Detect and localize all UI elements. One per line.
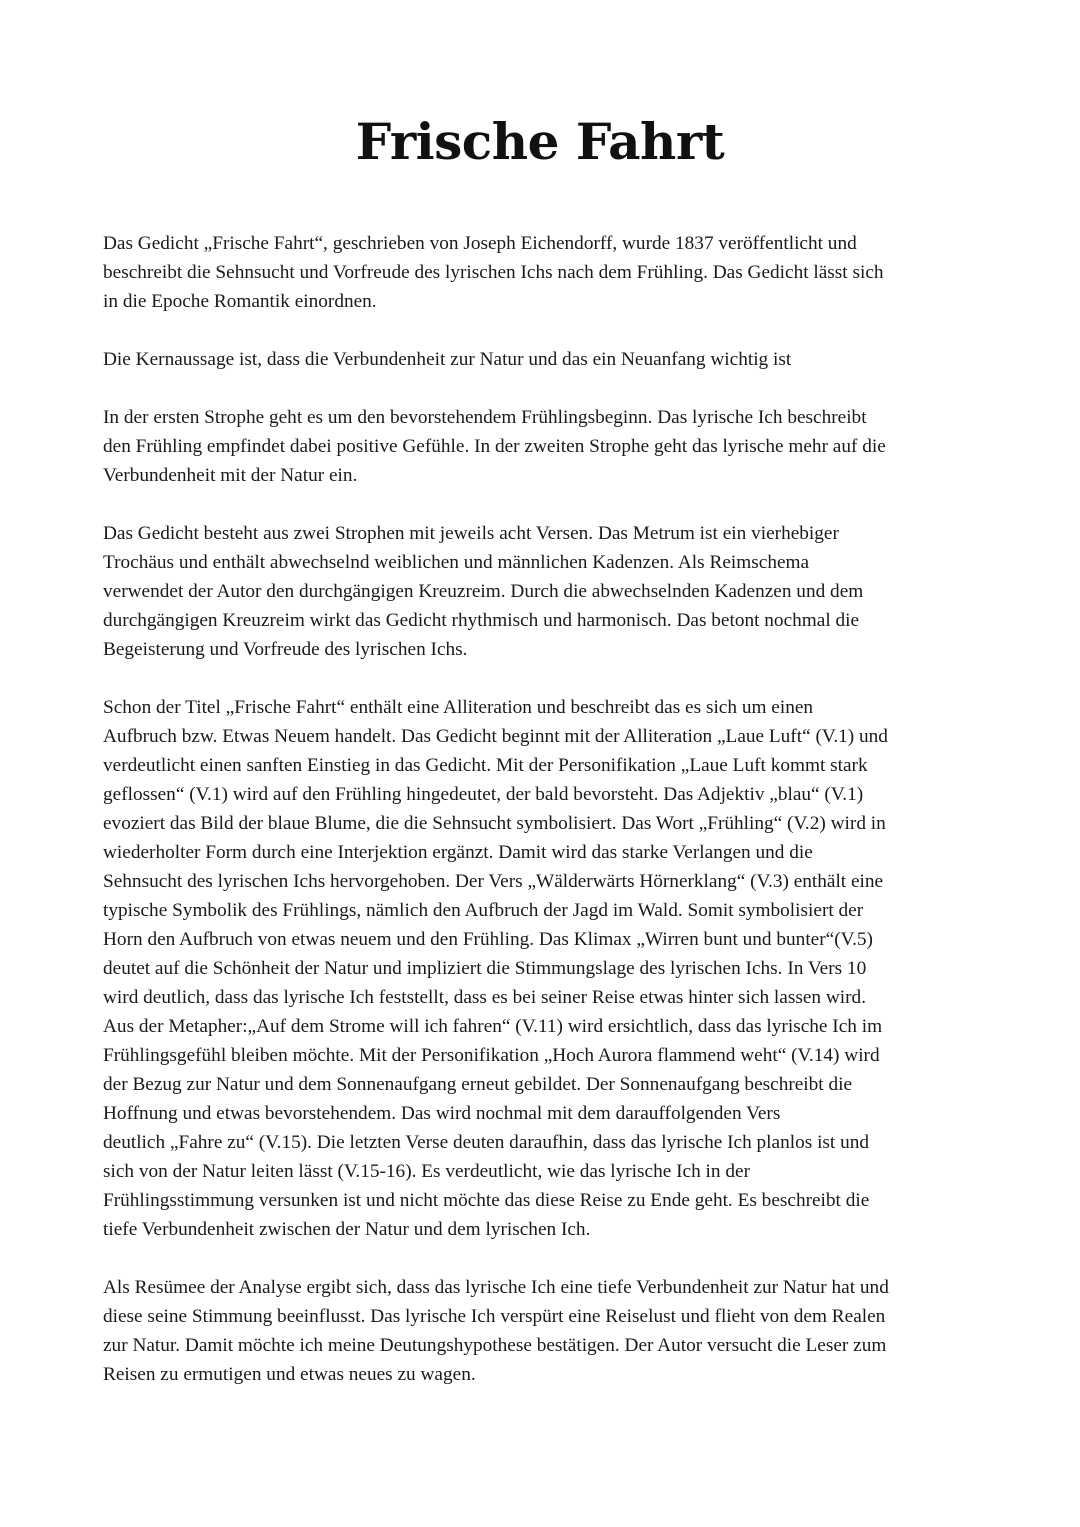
text-line: verwendet der Autor den durchgängigen Kreuzreim. Durch die abwechselnden Kadenzen und dem xyxy=(103,581,864,602)
text-line: sich von der Natur leiten lässt (V.15-16). Es verdeutlicht, wie das lyrische Ich in der xyxy=(103,1161,750,1182)
text-line: Frühlingsgefühl bleiben möchte. Mit der Personifikation „Hoch Aurora flammend weht“ (V.14) wird xyxy=(103,1045,880,1066)
text-line: Das Gedicht besteht aus zwei Strophen mit jeweils acht Versen. Das Metrum ist ein vierhebiger xyxy=(103,523,839,544)
text-line: Als Resümee der Analyse ergibt sich, dass das lyrische Ich eine tiefe Verbundenheit zur Natur hat und xyxy=(103,1277,889,1298)
text-line: Trochäus und enthält abwechselnd weiblichen und männlichen Kadenzen. Als Reimschema xyxy=(103,552,810,573)
text-line: verdeutlicht einen sanften Einstieg in das Gedicht. Mit der Personifikation „Laue Luft kommt stark xyxy=(103,755,868,776)
text-line: Begeisterung und Vorfreude des lyrischen Ichs. xyxy=(103,639,468,660)
language-analysis-paragraph xyxy=(103,693,1003,1244)
text-line: wird deutlich, dass das lyrische Ich feststellt, dass es bei seiner Reise etwas hinter sich lassen wird. xyxy=(103,987,867,1008)
text-line: den Frühling empfindet dabei positive Gefühle. In der zweiten Strophe geht das lyrische mehr auf die xyxy=(103,436,886,457)
text-line: In der ersten Strophe geht es um den bevorstehendem Frühlingsbeginn. Das lyrische Ich beschreibt xyxy=(103,407,867,428)
text-line: deutlich „Fahre zu“ (V.15). Die letzten Verse deuten daraufhin, dass das lyrische Ich planlos ist und xyxy=(103,1132,870,1153)
text-line: Das Gedicht „Frische Fahrt“, geschrieben von Joseph Eichendorff, wurde 1837 veröffentlicht und xyxy=(103,233,857,254)
text-line: zur Natur. Damit möchte ich meine Deutungshypothese bestätigen. Der Autor versucht die Leser zum xyxy=(103,1335,887,1356)
text-line: Schon der Titel „Frische Fahrt“ enthält eine Alliteration und beschreibt das es sich um einen xyxy=(103,697,814,718)
text-line: deutet auf die Schönheit der Natur und impliziert die Stimmungslage des lyrischen Ichs. In Vers 10 xyxy=(103,958,867,979)
text-line: durchgängigen Kreuzreim wirkt das Gedicht rhythmisch und harmonisch. Das betont nochmal die xyxy=(103,610,860,631)
text-line: Reisen zu ermutigen und etwas neues zu wagen. xyxy=(103,1364,476,1385)
form-analysis-paragraph xyxy=(103,519,1003,664)
conclusion-paragraph xyxy=(103,1273,1003,1389)
document-body xyxy=(103,229,1003,1418)
text-line: in die Epoche Romantik einordnen. xyxy=(103,291,377,312)
content-summary-paragraph xyxy=(103,403,1003,490)
text-line: diese seine Stimmung beeinflusst. Das lyrische Ich verspürt eine Reiselust und flieht von dem Realen xyxy=(103,1306,886,1327)
text-line: geflossen“ (V.1) wird auf den Frühling hingedeutet, der bald bevorsteht. Das Adjektiv „blau“ (V.1) xyxy=(103,784,864,805)
text-line: Aus der Metapher:„Auf dem Strome will ich fahren“ (V.11) wird ersichtlich, dass das lyrische Ich im xyxy=(103,1016,883,1037)
text-line: Frühlingsstimmung versunken ist und nicht möchte das diese Reise zu Ende geht. Es beschreibt die xyxy=(103,1190,870,1211)
core-statement-paragraph xyxy=(103,345,1003,374)
text-line: wiederholter Form durch eine Interjektion ergänzt. Damit wird das starke Verlangen und die xyxy=(103,842,813,863)
document-title: Frische Fahrt xyxy=(355,112,725,171)
text-line: Sehnsucht des lyrischen Ichs hervorgehoben. Der Vers „Wälderwärts Hörnerklang“ (V.3) enthält eine xyxy=(103,871,884,892)
text-line: evoziert das Bild der blaue Blume, die die Sehnsucht symbolisiert. Das Wort „Frühling“ (V.2) wird in xyxy=(103,813,886,834)
text-line: Horn den Aufbruch von etwas neuem und den Frühling. Das Klimax „Wirren bunt und bunter“(V.5) xyxy=(103,929,873,950)
text-line: der Bezug zur Natur und dem Sonnenaufgang erneut gebildet. Der Sonnenaufgang beschreibt die xyxy=(103,1074,853,1095)
text-line: typische Symbolik des Frühlings, nämlich den Aufbruch der Jagd im Wald. Somit symbolisiert der xyxy=(103,900,864,921)
text-line: tiefe Verbundenheit zwischen der Natur und dem lyrischen Ich. xyxy=(103,1219,591,1240)
text-line: beschreibt die Sehnsucht und Vorfreude des lyrischen Ichs nach dem Frühling. Das Gedicht lässt sich xyxy=(103,262,884,283)
text-line: Die Kernaussage ist, dass die Verbundenheit zur Natur und das ein Neuanfang wichtig ist xyxy=(103,349,792,370)
text-line: Verbundenheit mit der Natur ein. xyxy=(103,465,358,486)
text-line: Hoffnung und etwas bevorstehendem. Das wird nochmal mit dem darauffolgenden Vers xyxy=(103,1103,781,1124)
intro-paragraph xyxy=(103,229,1003,316)
text-line: Aufbruch bzw. Etwas Neuem handelt. Das Gedicht beginnt mit der Alliteration „Laue Luft“ (V.1) und xyxy=(103,726,888,747)
